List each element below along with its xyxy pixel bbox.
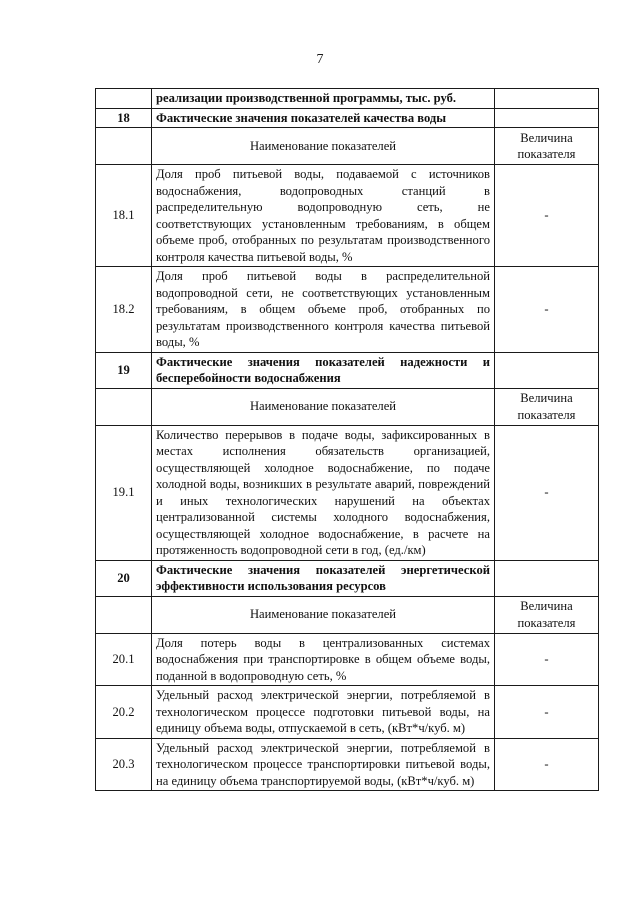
header-number-cell — [96, 388, 152, 425]
row-value: - — [495, 686, 599, 739]
row-text: Количество перерывов в подаче воды, зафиксированных в местах исполнения обязательств организацией, осуществляющей холодное водоснабжение, по подаче холодной воды, возникших в результате аварий, повреждений и иных технологических нарушений на объектах централизованной системы холодного водоснабжения, осуществляющей холодное водоснабжение, в расчете на протяженность водопроводной сети в год, (ед./км) — [152, 425, 495, 560]
table-row — [96, 633, 599, 686]
section-title-row — [96, 352, 599, 388]
row-text: Доля проб питьевой воды, подаваемой с источников водоснабжения, водопроводных станций в распределительную водопроводную сеть, не соответствующих установленным требованиям, в общем объеме проб, отобранных по результатам производственного контроля качества питьевой воды, % — [152, 165, 495, 267]
header-value: Величина показателя — [495, 128, 599, 165]
table-row — [96, 425, 599, 560]
row-value: - — [495, 738, 599, 791]
header-name: Наименование показателей — [152, 388, 495, 425]
section-title: Фактические значения показателей надежности и бесперебойности водоснабжения — [152, 352, 495, 388]
row-number: 20.3 — [96, 738, 152, 791]
continuation-text: реализации производственной программы, тыс. руб. — [152, 89, 495, 109]
row-value: - — [495, 165, 599, 267]
continuation-number-cell — [96, 89, 152, 109]
continuation-row — [96, 89, 599, 109]
row-value: - — [495, 267, 599, 353]
table-header-row — [96, 388, 599, 425]
section-title: Фактические значения показателей энергетической эффективности использования ресурсов — [152, 560, 495, 596]
section-title-value-cell — [495, 352, 599, 388]
section-title-row — [96, 560, 599, 596]
row-number: 18.1 — [96, 165, 152, 267]
header-number-cell — [96, 596, 152, 633]
row-text: Удельный расход электрической энергии, потребляемой в технологическом процессе транспортировки питьевой воды, на единицу объема транспортируемой воды, (кВт*ч/куб. м) — [152, 738, 495, 791]
page-number: 7 — [316, 52, 324, 67]
header-name: Наименование показателей — [152, 596, 495, 633]
section-number: 18 — [96, 108, 152, 128]
row-text: Доля проб питьевой воды в распределительной водопроводной сети, не соответствующих установленным требованиям, в общем объеме проб, отобранных по результатам производственного контроля качества питьевой воды, % — [152, 267, 495, 353]
section-title-value-cell — [495, 560, 599, 596]
header-name: Наименование показателей — [152, 128, 495, 165]
row-number: 20.2 — [96, 686, 152, 739]
table-header-row — [96, 596, 599, 633]
row-number: 20.1 — [96, 633, 152, 686]
header-number-cell — [96, 128, 152, 165]
section-number: 19 — [96, 352, 152, 388]
row-value: - — [495, 425, 599, 560]
table-header-row — [96, 128, 599, 165]
section-number: 20 — [96, 560, 152, 596]
table-row — [96, 165, 599, 267]
row-text: Доля потерь воды в централизованных системах водоснабжения при транспортировке в общем объеме воды, поданной в водопроводную сеть, % — [152, 633, 495, 686]
section-title: Фактические значения показателей качества воды — [152, 108, 495, 128]
table-row — [96, 686, 599, 739]
table-row — [96, 267, 599, 353]
section-title-row — [96, 108, 599, 128]
header-value: Величина показателя — [495, 388, 599, 425]
indicators-table — [95, 88, 599, 791]
header-value: Величина показателя — [495, 596, 599, 633]
row-text: Удельный расход электрической энергии, потребляемой в технологическом процессе подготовки питьевой воды, на единицу объема воды, отпускаемой в сеть, (кВт*ч/куб. м) — [152, 686, 495, 739]
row-number: 19.1 — [96, 425, 152, 560]
continuation-value-cell — [495, 89, 599, 109]
row-number: 18.2 — [96, 267, 152, 353]
table-row — [96, 738, 599, 791]
row-value: - — [495, 633, 599, 686]
section-title-value-cell — [495, 108, 599, 128]
